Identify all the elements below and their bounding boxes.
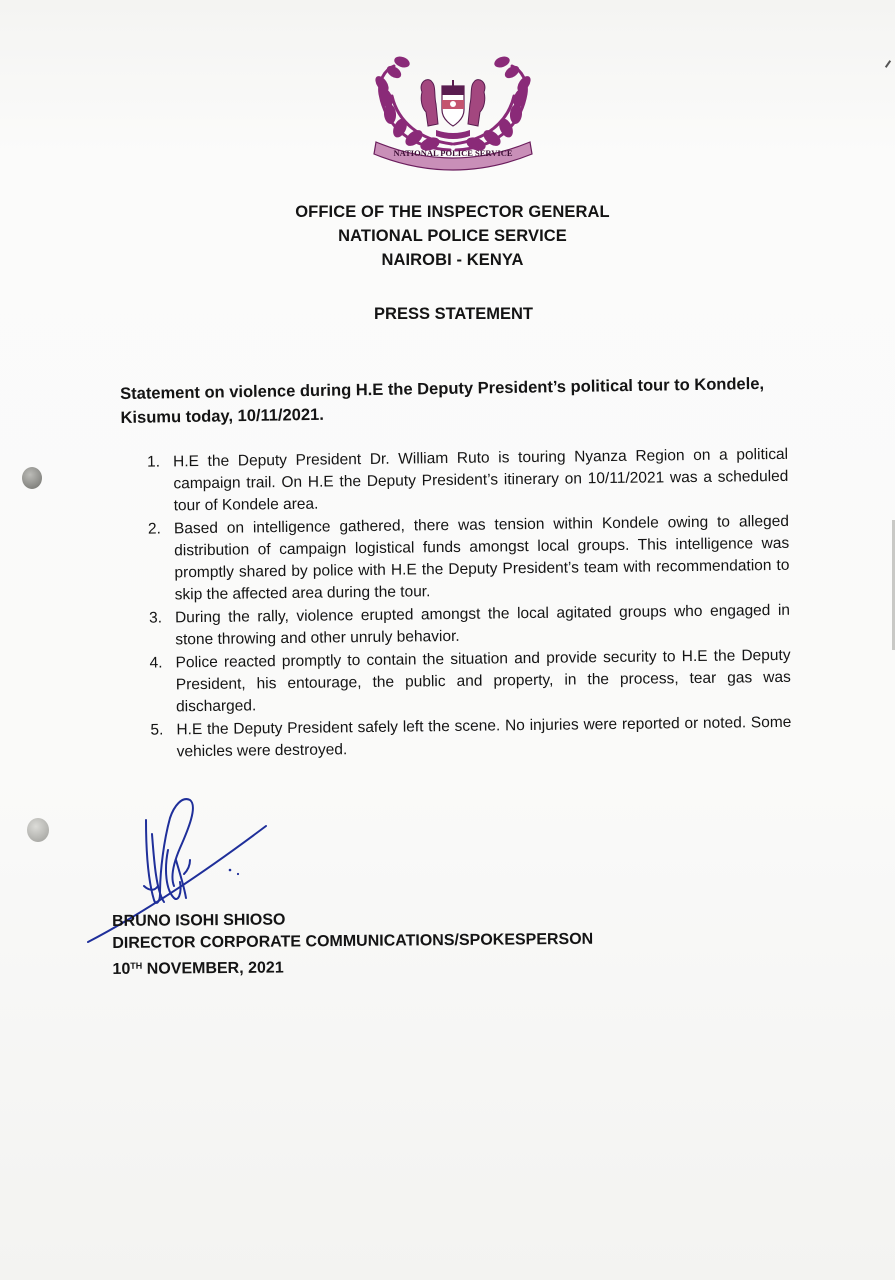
list-item xyxy=(120,444,801,518)
header-location: NAIROBI - KENYA xyxy=(381,251,524,269)
signatory-title: DIRECTOR CORPORATE COMMUNICATIONS/SPOKESPERSON xyxy=(112,930,594,952)
list-item xyxy=(122,600,802,652)
kenya-coat-of-arms-icon xyxy=(372,52,534,174)
sign-off-block xyxy=(112,906,673,981)
statement-date xyxy=(112,950,672,981)
list-item xyxy=(122,645,803,719)
date-month-year: NOVEMBER, 2021 xyxy=(142,959,284,978)
letterhead xyxy=(0,200,895,272)
list-item-number: 5. xyxy=(150,721,164,739)
emblem-ribbon-text: NATIONAL POLICE SERVICE xyxy=(393,148,513,158)
list-item-number: 1. xyxy=(147,453,161,471)
header-service: NATIONAL POLICE SERVICE xyxy=(338,227,567,245)
list-item-text: Based on intelligence gathered, there was tension within Kondele owing to alleged distribution of campaign logistical funds amongst local groups. This intelligence was promptly shared by police with H.E the Deputy President’s team with recommendation to skip the affected area during the tour. xyxy=(173,512,790,604)
date-day: 10 xyxy=(112,960,131,978)
list-item-number: 2. xyxy=(147,520,161,538)
list-item-text: Police reacted promptly to contain the situation and provide security to H.E the Deputy President, his entourage, the public and property, in the process, tear gas was discharged. xyxy=(175,646,791,716)
list-item-number: 3. xyxy=(148,609,163,627)
list-item-text: During the rally, violence erupted amongst the local agitated groups who engaged in stone throwing and other unruly behavior. xyxy=(174,601,791,649)
list-item-text: H.E the Deputy President Dr. William Ruto is touring Nyanza Region on a political campaign trail. On H.E the Deputy President’s itinerary on 10/11/2021 was a scheduled tour of Kondele area. xyxy=(173,445,789,515)
date-suffix: TH xyxy=(130,960,143,971)
list-item xyxy=(121,511,802,607)
list-item xyxy=(123,712,803,764)
statement-points-list xyxy=(120,444,804,765)
statement-subject: Statement on violence during H.E the Deputy President’s political tour to Kondele, Kisumu today, 10/11/2021. xyxy=(120,374,765,427)
list-item-text: H.E the Deputy President safely left the scene. No injuries were reported or noted. Some vehicles were destroyed. xyxy=(176,713,792,761)
punch-hole xyxy=(22,467,42,489)
paper-mark xyxy=(885,60,891,68)
document-type-title: PRESS STATEMENT xyxy=(374,305,533,323)
header-office: OFFICE OF THE INSPECTOR GENERAL xyxy=(295,203,610,221)
list-item-number: 4. xyxy=(149,654,163,672)
signatory-name: BRUNO ISOHI SHIOSO xyxy=(112,911,286,930)
punch-hole xyxy=(27,818,49,842)
